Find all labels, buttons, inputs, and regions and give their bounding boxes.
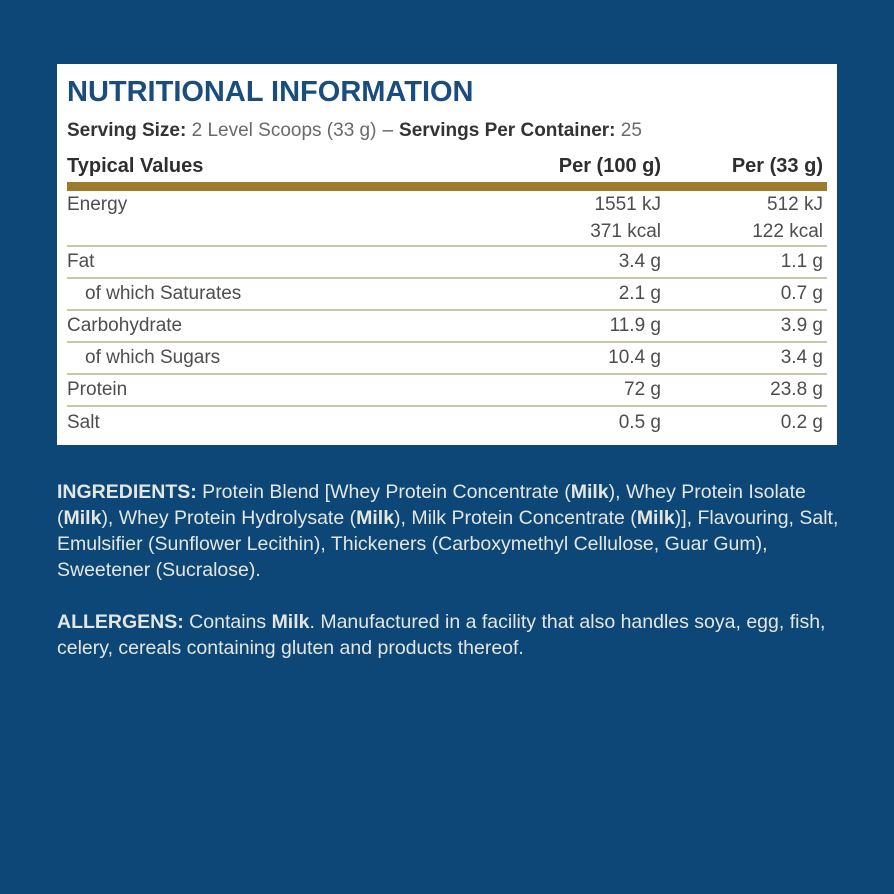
bold-text-segment: Milk [356, 507, 395, 529]
text-segment: ), Whey Protein Isolate ( [57, 481, 806, 529]
header-per-100g: Per (100 g) [558, 155, 661, 177]
row-value-per33: 3.4 g [780, 347, 823, 368]
bold-text-segment: ALLERGENS: [57, 611, 184, 633]
page-title: NUTRITIONAL INFORMATION [67, 76, 474, 108]
ingredients-paragraph [57, 479, 839, 583]
bold-text-segment: Milk [570, 481, 609, 503]
table-row-energy-kj [67, 191, 827, 219]
row-label: Energy [67, 194, 128, 215]
table-header-row [67, 154, 827, 178]
table-row-salt [67, 407, 827, 439]
header-per-33g: Per (33 g) [731, 155, 823, 177]
table-row-energy-kcal [67, 219, 827, 247]
row-value-per33: 0.2 g [780, 412, 823, 433]
row-value-per33: 1.1 g [780, 251, 823, 272]
table-row-carbohydrate [67, 311, 827, 343]
allergens-paragraph [57, 609, 839, 661]
serving-size-label: Serving Size: [67, 120, 187, 141]
servings-per-container-label: Servings Per Container: [399, 120, 616, 141]
gold-divider [67, 182, 827, 191]
table-row-fat [67, 247, 827, 279]
serving-line-dash: – [382, 120, 394, 141]
text-segment: . Manufactured in a facility that also handles soya, egg, fish, celery, cereals containing gluten and products thereof. [57, 611, 826, 659]
row-value-per100: 371 kcal [590, 221, 661, 242]
table-row-saturates [67, 279, 827, 311]
text-segment: Contains [183, 611, 272, 633]
table-row-protein [67, 375, 827, 407]
row-value-per100: 11.9 g [609, 315, 661, 336]
row-label: Salt [67, 412, 100, 433]
row-label: of which Sugars [85, 347, 221, 368]
text-segment: ), Milk Protein Concentrate ( [394, 507, 637, 529]
row-value-per100: 10.4 g [608, 347, 661, 368]
bold-text-segment: Milk [636, 507, 675, 529]
header-typical-values: Typical Values [67, 155, 204, 177]
serving-size-line [67, 120, 827, 142]
nutrition-table [67, 191, 827, 439]
servings-per-container-value: 25 [615, 120, 642, 141]
bold-text-segment: Milk [63, 507, 102, 529]
row-value-per100: 72 g [624, 379, 661, 400]
row-value-per100: 2.1 g [618, 283, 661, 304]
row-value-per33: 0.7 g [780, 283, 823, 304]
row-value-per100: 1551 kJ [594, 194, 661, 215]
text-segment: ), Whey Protein Hydrolysate ( [101, 507, 357, 529]
bold-text-segment: Milk [271, 611, 310, 633]
row-label: Carbohydrate [67, 315, 183, 336]
row-value-per33: 512 kJ [767, 194, 823, 215]
row-value-per33: 23.8 g [770, 379, 823, 400]
row-value-per100: 3.4 g [618, 251, 661, 272]
serving-size-value: 2 Level Scoops (33 g) [186, 120, 377, 141]
label-info-text [57, 479, 839, 661]
row-value-per33: 3.9 g [780, 315, 823, 336]
row-value-per100: 0.5 g [618, 412, 661, 433]
row-value-per33: 122 kcal [752, 221, 823, 242]
nutrition-card [57, 64, 837, 445]
row-label: Protein [67, 379, 128, 400]
table-row-sugars [67, 343, 827, 375]
row-label: Fat [67, 251, 95, 272]
bold-text-segment: INGREDIENTS: [57, 481, 197, 503]
text-segment: )], Flavouring, Salt, Emulsifier (Sunflower Lecithin), Thickeners (Carboxymethyl Cellulose, Guar Gum), Sweetener (Sucralose). [57, 507, 839, 581]
row-label: of which Saturates [85, 283, 242, 304]
text-segment: Protein Blend [Whey Protein Concentrate ( [196, 481, 571, 503]
